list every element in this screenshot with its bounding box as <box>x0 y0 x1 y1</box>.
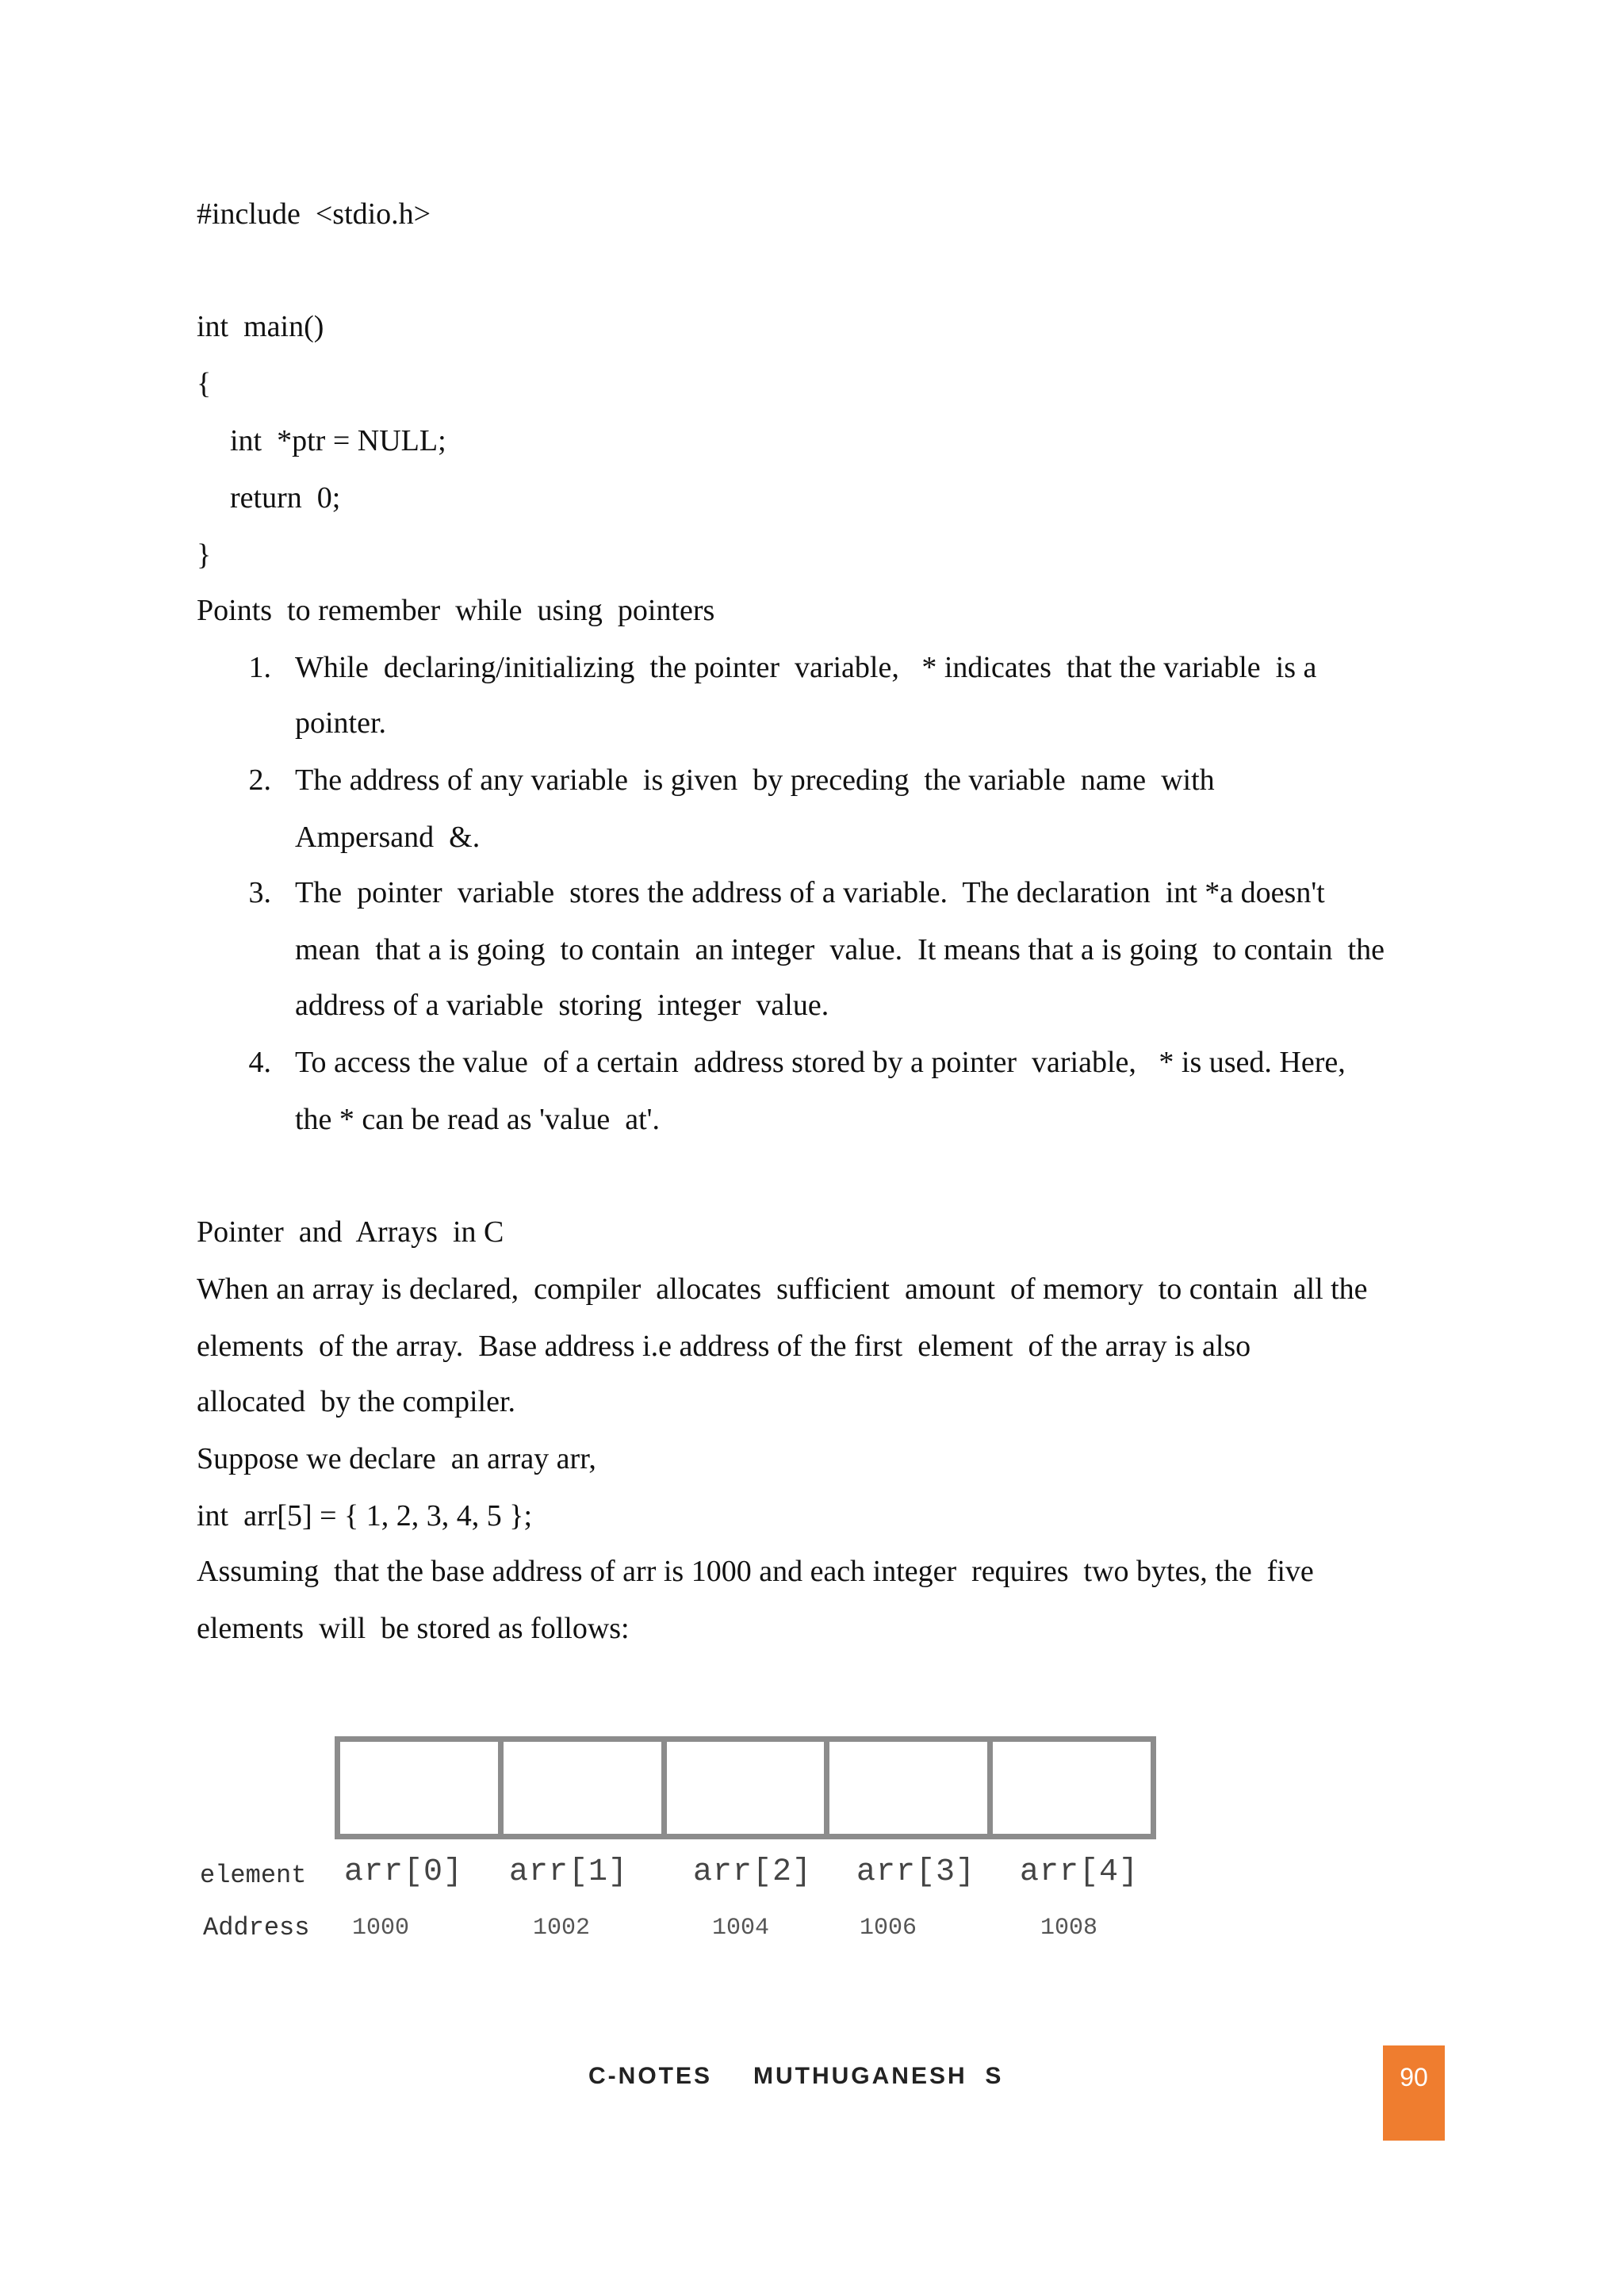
paragraph-line: elements of the array. Base address i.e address of the first element of the array is also <box>197 1330 1251 1363</box>
list-item-4-line-1: To access the value of a certain address stored by a pointer variable, * is used. Here, <box>295 1046 1346 1079</box>
list-item-2-line-1: The address of any variable is given by preceding the variable name with <box>295 763 1215 797</box>
address-value: 1004 <box>712 1915 770 1942</box>
code-ptr-line: int *ptr = NULL; <box>230 424 446 457</box>
address-value: 1006 <box>860 1915 917 1942</box>
element-label: arr[1] <box>509 1854 629 1890</box>
list-item-1-line-2: pointer. <box>295 706 387 740</box>
element-label: arr[3] <box>856 1854 976 1890</box>
array-memory-diagram <box>335 1736 1156 1839</box>
list-item-3-line-3: address of a variable storing integer value. <box>295 989 829 1022</box>
array-cell <box>340 1742 504 1834</box>
paragraph-line: elements will be stored as follows: <box>197 1612 630 1645</box>
section-heading: Pointer and Arrays in C <box>197 1215 504 1249</box>
list-item-3-line-1: The pointer variable stores the address of a variable. The declaration int *a doesn't <box>295 876 1325 909</box>
code-return-line: return 0; <box>230 481 341 515</box>
code-open-brace: { <box>197 367 212 400</box>
array-cell <box>993 1742 1151 1834</box>
list-item-1-line-1: While declaring/initializing the pointer variable, * indicates that the variable is a <box>295 651 1317 684</box>
paragraph-line: allocated by the compiler. <box>197 1385 516 1418</box>
array-cell <box>667 1742 830 1834</box>
element-label: arr[4] <box>1020 1854 1139 1890</box>
paragraph-line: Assuming that the base address of arr is 1000 and each integer requires two bytes, the five <box>197 1555 1314 1588</box>
suppose-line: Suppose we declare an array arr, <box>197 1442 596 1475</box>
address-value: 1000 <box>352 1915 410 1942</box>
list-item-2-line-2: Ampersand &. <box>295 821 481 854</box>
list-item-3-line-2: mean that a is going to contain an integer value. It means that a is going to contain the <box>295 933 1385 966</box>
list-item-number: 1. <box>248 651 271 684</box>
page-number: 90 <box>1400 2063 1428 2091</box>
list-item-number: 4. <box>248 1046 271 1079</box>
address-value: 1002 <box>533 1915 591 1942</box>
element-label: arr[0] <box>344 1854 464 1890</box>
array-cell <box>829 1742 993 1834</box>
list-item-number: 3. <box>248 876 271 909</box>
footer-title: C-NOTES <box>588 2063 712 2089</box>
address-value: 1008 <box>1040 1915 1098 1942</box>
list-item-number: 2. <box>248 763 271 797</box>
points-heading: Points to remember while using pointers <box>197 594 715 627</box>
list-item-4-line-2: the * can be read as 'value at'. <box>295 1103 660 1136</box>
code-main-line: int main() <box>197 310 324 343</box>
paragraph-line: When an array is declared, compiler allocates sufficient amount of memory to contain all the <box>197 1272 1368 1306</box>
array-declaration: int arr[5] = { 1, 2, 3, 4, 5 }; <box>197 1499 533 1533</box>
code-include-line: #include <stdio.h> <box>197 197 431 231</box>
footer-author: MUTHUGANESH S <box>753 2063 1004 2089</box>
code-close-brace: } <box>197 538 212 572</box>
address-row-label: Address <box>203 1913 310 1942</box>
array-cell <box>504 1742 667 1834</box>
element-label: arr[2] <box>693 1854 813 1890</box>
page-number-badge <box>1383 2045 1445 2141</box>
element-row-label: element <box>200 1861 307 1890</box>
